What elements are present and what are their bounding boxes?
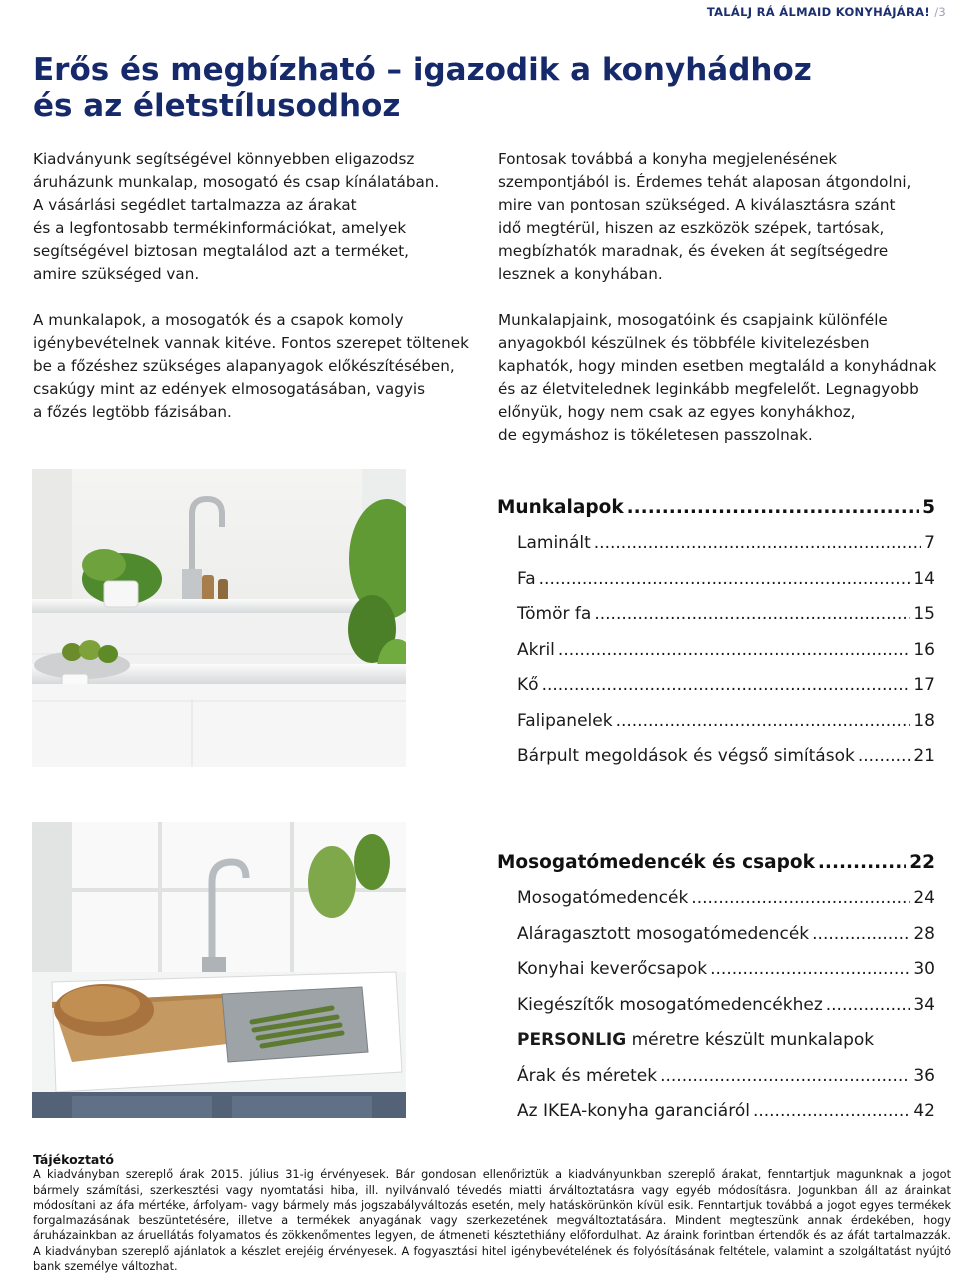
kitchen-countertop-image <box>32 469 406 767</box>
toc-item-label: Bárpult megoldások és végső simítások <box>517 746 855 766</box>
toc-page: 42 <box>913 1101 935 1121</box>
toc-leader <box>812 917 910 953</box>
notice-body: A kiadványban szereplő árak 2015. július 31-ig érvényesek. Bár gondosan ellenőriztük a kiadványunkban szereplő árakat, fenntartjuk magunknak a jogot bármely számítási, szerkesztési vagy nyomtatási hiba, ill. nyilvánvaló tévedés miatti árváltoztatásra vagy egyéb módosításra. Jogunkban áll az árainkat módosítani az áfa mértéke, árfolyam- vagy bármely más jogszabályváltozás esetén, mely hatáskörünkön kívül esik. Fenntartjuk továbbá a jogot egyes termékek forgalmazásának beszüntetésére, illetve a termékek anyagának vagy szerkezetének megváltoztatására. Mindent megteszünk annak érdekében, hogy áruházainkban az áruellátás folyamatos és zökkenőmentes legyen, de átmeneti késztethiány előfordulhat. Az áraink forintban értendők és az áfát tartalmazzák. A kiadványban szereplő ajánlatok a készlet erejéig érvényesek. A fogyasztási hitel igénybevételének és folyósításának feltétele, valamint a szolgáltatást nyújtó bank személye változhat. <box>33 1168 951 1274</box>
toc-item-label: Konyhai keverőcsapok <box>517 959 708 979</box>
toc-leader <box>627 490 920 526</box>
kitchen-sink-image <box>32 822 406 1118</box>
personlig-brand: PERSONLIG <box>517 1030 627 1050</box>
price-notice <box>33 1152 951 1274</box>
toc-item[interactable] <box>497 704 935 740</box>
toc-item-label: Akril <box>517 639 555 660</box>
toc-page: 5 <box>922 497 935 518</box>
page-title-line2: és az életstílusodhoz <box>33 88 401 124</box>
toc-item[interactable] <box>497 952 935 988</box>
toc-sinks-taps <box>497 845 935 1130</box>
kitchen-countertop-photo <box>32 469 406 767</box>
toc-item-label: Kiegészítők mosogatómedencékhez <box>517 994 823 1015</box>
toc-leader <box>594 597 910 633</box>
page-number: /3 <box>934 5 946 19</box>
toc-page: 24 <box>913 888 935 908</box>
toc-heading-label: Munkalapok <box>497 497 624 518</box>
toc-item[interactable] <box>497 881 935 917</box>
toc-heading-label: Mosogatómedencék és csapok <box>497 852 815 873</box>
toc-item-label: Falipanelek <box>517 710 613 731</box>
page-title-line1: Erős és megbízható – igazodik a konyhádhoz <box>33 52 812 88</box>
toc-item[interactable] <box>497 526 935 562</box>
toc-leader <box>616 704 911 740</box>
toc-item[interactable] <box>497 1059 935 1095</box>
toc-page: 36 <box>913 1065 935 1086</box>
toc-leader <box>660 1059 910 1095</box>
toc-item[interactable] <box>497 1094 935 1130</box>
toc-leader <box>542 668 911 704</box>
toc-page: 34 <box>913 994 935 1015</box>
toc-item-label: Laminált <box>517 533 591 553</box>
toc-item-label: Az IKEA-konyha garanciáról <box>517 1101 750 1121</box>
toc-page: 14 <box>913 568 935 589</box>
toc-item[interactable] <box>497 597 935 633</box>
toc-leader <box>826 988 911 1024</box>
toc-leader <box>539 562 911 598</box>
toc-leader <box>753 1094 910 1130</box>
kitchen-sink-photo <box>32 822 406 1118</box>
toc-leader <box>691 881 910 917</box>
personlig-rest: méretre készült munkalapok <box>626 1030 875 1050</box>
running-header <box>707 5 946 19</box>
intro-paragraph: A munkalapok, a mosogatók és a csapok komoly igénybevételnek vannak kitéve. Fontos szerepet töltenek be a főzéshez szükséges alapanyagok előkészítésében, csakúgy mint az edények elmosogatásában, vagyis a főzés legtöbb fázisában. <box>33 311 469 421</box>
toc-item-label: Mosogatómedencék <box>517 888 689 908</box>
toc-item[interactable] <box>497 739 935 775</box>
toc-leader <box>858 739 911 775</box>
toc-item-label: Aláragasztott mosogatómedencék <box>517 923 810 944</box>
intro-right-column <box>498 148 938 470</box>
toc-leader <box>594 526 921 562</box>
toc-item[interactable] <box>497 988 935 1024</box>
intro-paragraph: Kiadványunk segítségével könnyebben eligazodsz áruházunk munkalap, mosogató és csap kínálatában. A vásárlási segédlet tartalmazza az árakat és a legfontosabb termékinformációkat, amelyek segítségével biztosan megtalálod azt a terméket, amire szükséged van. <box>33 150 440 283</box>
toc-item-label: Árak és méretek <box>517 1065 658 1086</box>
notice-title: Tájékoztató <box>33 1152 114 1167</box>
toc-item-label: Fa <box>517 568 536 589</box>
toc-page: 16 <box>913 639 935 660</box>
intro-paragraph: Fontosak továbbá a konyha megjelenésének szempontjából is. Érdemes tehát alaposan átgondolni, mire van pontosan szükséged. A kiválasztásra szánt idő megtérül, hiszen az eszközök szépek, tartósak, megbízhatók maradnak, és éveken át segítségedre lesznek a konyhában. <box>498 150 912 283</box>
toc-item-label: Tömör fa <box>517 604 592 624</box>
toc-item[interactable] <box>497 562 935 598</box>
intro-paragraph: Munkalapjaink, mosogatóink és csapjaink különféle anyagokból készülnek és többféle kivitelezésben kaphatók, hogy minden esetben megtaláld a konyhádnak és az életvitelednek leginkább megfelelőt. Legnagyobb előnyük, hogy nem csak az egyes konyhákhoz, de egymáshoz is tökéletesen passzolnak. <box>498 311 937 444</box>
toc-item[interactable] <box>497 633 935 669</box>
toc-heading[interactable] <box>497 490 935 526</box>
toc-page: 7 <box>924 533 935 553</box>
toc-page: 28 <box>913 923 935 944</box>
toc-worktops <box>497 490 935 775</box>
toc-personlig-label <box>517 1023 874 1059</box>
toc-item[interactable] <box>497 668 935 704</box>
toc-leader <box>558 633 910 669</box>
toc-item-label: Kő <box>517 675 539 695</box>
toc-page: 15 <box>913 604 935 624</box>
toc-item[interactable] <box>497 917 935 953</box>
toc-page: 30 <box>913 959 935 979</box>
toc-page: 22 <box>909 852 935 873</box>
toc-page: 18 <box>913 710 935 731</box>
toc-heading[interactable] <box>497 845 935 881</box>
toc-leader <box>818 845 906 881</box>
toc-leader <box>710 952 910 988</box>
section-title: TALÁLJ RÁ ÁLMAID KONYHÁJÁRA! <box>706 5 930 19</box>
toc-page: 21 <box>913 746 935 766</box>
toc-personlig-heading <box>497 1023 935 1059</box>
intro-left-column <box>33 148 483 447</box>
page-title <box>33 52 913 124</box>
toc-page: 17 <box>913 675 935 695</box>
